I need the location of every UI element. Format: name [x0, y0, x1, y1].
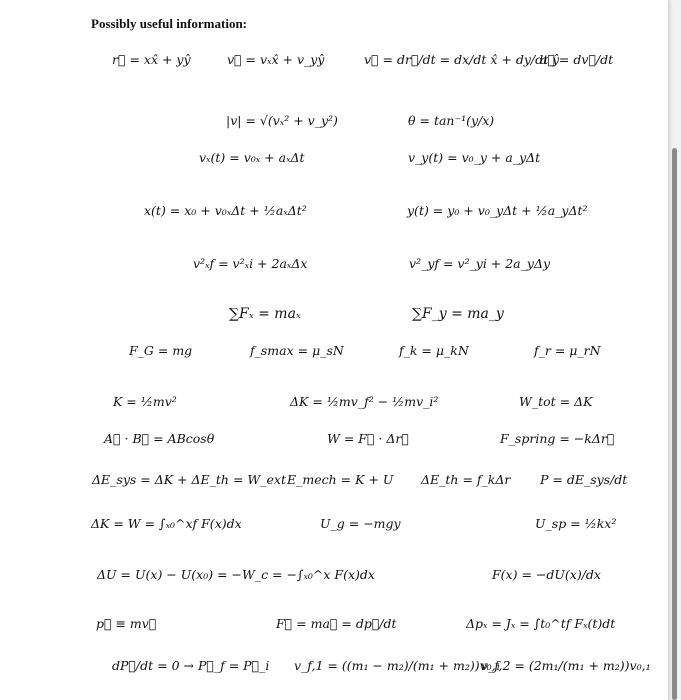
angle-formula: θ = tan⁻¹(y/x) — [408, 113, 495, 128]
vx-of-t: vₓ(t) = v₀ₓ + aₓΔt — [199, 150, 305, 165]
work-dot: W = F⃗ · Δr⃗ — [327, 431, 409, 446]
velocity-components: v⃗ = vₓx̂ + v_yŷ — [227, 52, 325, 67]
thermal-energy: ΔE_th = f_kΔr — [421, 472, 511, 487]
newton-second-law: F⃗ = ma⃗ = dp⃗/dt — [276, 616, 397, 631]
total-work: W_tot = ΔK — [519, 394, 593, 409]
vx-squared: v²ₓf = v²ₓi + 2aₓΔx — [193, 256, 308, 271]
vy-squared: v²_yf = v²_yi + 2a_yΔy — [409, 256, 551, 271]
spring-force: F_spring = −kΔr⃗ — [500, 431, 615, 446]
position-vector: r⃗ = xx̂ + yŷ — [112, 52, 191, 67]
kinetic-friction: f_k = μ_kN — [399, 343, 469, 358]
momentum-conservation: dP⃗/dt = 0 → P⃗_f = P⃗_i — [112, 658, 270, 673]
static-friction-max: f_smax = μ_sN — [250, 343, 344, 358]
kinetic-energy: K = ½mv² — [113, 394, 177, 409]
force-from-potential: F(x) = −dU(x)/dx — [492, 567, 601, 582]
velocity-derivative: v⃗ = dr⃗/dt = dx/dt x̂ + dy/dt ŷ — [364, 52, 560, 67]
system-energy: ΔE_sys = ΔK + ΔE_th = W_ext — [92, 472, 286, 487]
spring-pe: U_sp = ½kx² — [535, 516, 617, 531]
vy-of-t: v_y(t) = v₀_y + a_yΔt — [408, 150, 541, 165]
gravitational-pe: U_g = −mgy — [320, 516, 401, 531]
potential-energy-change: ΔU = U(x) − U(x₀) = −W_c = −∫ₓ₀^x F(x)dx — [97, 567, 375, 582]
y-of-t: y(t) = y₀ + v₀_yΔt + ½a_yΔt² — [407, 203, 588, 218]
dot-product: A⃗ · B⃗ = ABcosθ — [104, 431, 215, 446]
collision-v1: v_f,1 = ((m₁ − m₂)/(m₁ + m₂))v₀,₁ — [294, 658, 501, 673]
delta-kinetic-energy: ΔK = ½mv_f² − ½mv_i² — [290, 394, 439, 409]
power: P = dE_sys/dt — [540, 472, 628, 487]
sum-fy: ∑F_y = ma_y — [412, 306, 504, 322]
x-of-t: x(t) = x₀ + v₀ₓΔt + ½aₓΔt² — [144, 203, 307, 218]
gravity-force: F_G = mg — [129, 343, 193, 358]
page-heading: Possibly useful information: — [91, 16, 248, 31]
sum-fx: ∑Fₓ = maₓ — [229, 306, 301, 322]
speed-magnitude: |v| = √(vₓ² + v_y²) — [226, 113, 338, 128]
vertical-scrollbar[interactable] — [672, 148, 677, 700]
work-integral: ΔK = W = ∫ₓ₀^xf F(x)dx — [91, 516, 242, 531]
collision-v2: v_f,2 = (2m₁/(m₁ + m₂))v₀,₁ — [481, 658, 651, 673]
mechanical-energy: E_mech = K + U — [287, 472, 394, 487]
rolling-friction: f_r = μ_rN — [534, 343, 601, 358]
impulse: Δpₓ = Jₓ = ∫t₀^tf Fₓ(t)dt — [466, 616, 616, 631]
momentum: p⃗ ≡ mv⃗ — [96, 616, 157, 631]
acceleration-derivative: a⃗ = dv⃗/dt — [540, 52, 614, 67]
